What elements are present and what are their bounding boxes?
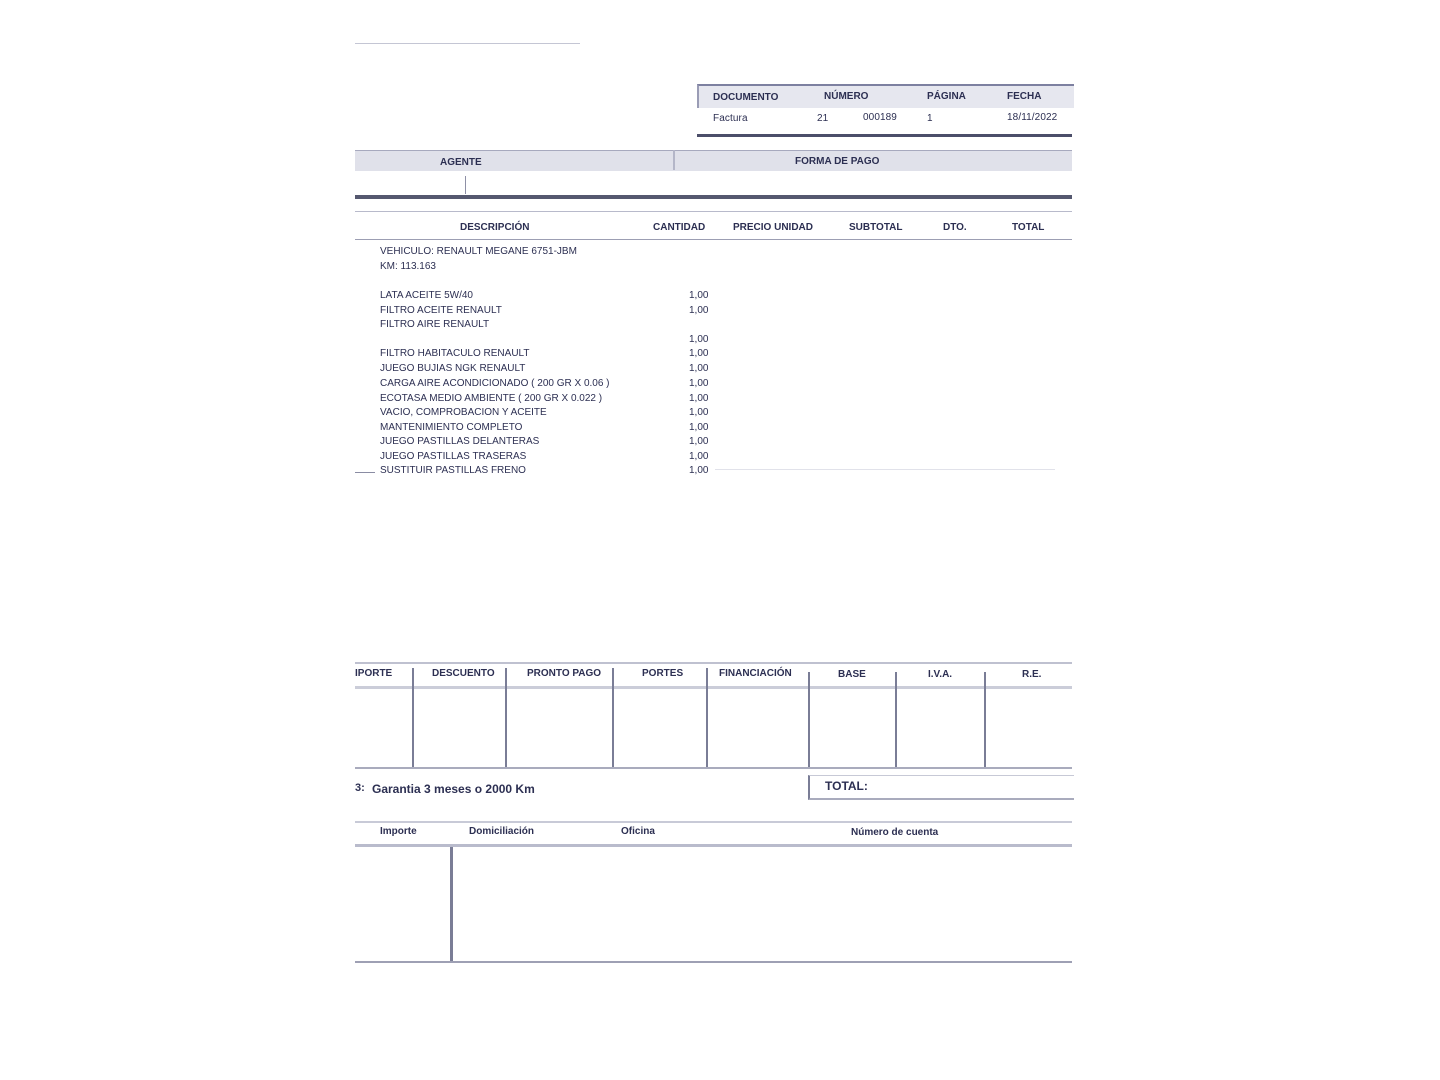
line-item-qty: 1,00 <box>689 378 709 389</box>
line-item-qty: 1,00 <box>689 407 709 418</box>
payment-col-domiciliacion: Domiciliación <box>469 826 535 837</box>
line-item-desc: LATA ACEITE 5W/40 <box>380 290 473 301</box>
payment-table-divider <box>450 847 453 961</box>
line-item-qty: 1,00 <box>689 465 709 476</box>
doc-page-value: 1 <box>927 113 933 124</box>
totals-col-financiacion: FINANCIACIÓN <box>719 668 792 679</box>
totals-col-descuento: DESCUENTO <box>432 668 495 679</box>
line-item-qty: 1,00 <box>689 334 709 345</box>
line-item-qty: 1,00 <box>689 305 709 316</box>
col-total: TOTAL <box>1012 222 1045 233</box>
line-item-desc: VACIO, COMPROBACION Y ACEITE <box>380 407 547 418</box>
line-item-desc: MANTENIMIENTO COMPLETO <box>380 422 523 433</box>
header-numero: NÚMERO <box>824 91 869 102</box>
line-item-qty: 1,00 <box>689 393 709 404</box>
document-info-bottom-rule <box>697 134 1072 137</box>
payment-col-numero-cuenta: Número de cuenta <box>851 827 939 838</box>
col-descripcion: DESCRIPCIÓN <box>460 222 530 233</box>
payment-col-oficina: Oficina <box>621 826 655 837</box>
document-info-box <box>697 84 1072 136</box>
line-item-desc: FILTRO ACEITE RENAULT <box>380 305 502 316</box>
invoice-page <box>355 40 1072 970</box>
doc-series-value: 21 <box>817 113 829 124</box>
line-item-qty: 1,00 <box>689 348 709 359</box>
totals-grid-divider <box>505 668 507 768</box>
payment-col-importe: Importe <box>380 826 417 837</box>
col-precio-unidad: PRECIO UNIDAD <box>733 222 814 233</box>
line-item-desc: JUEGO PASTILLAS DELANTERAS <box>380 436 540 447</box>
warranty-note: Garantia 3 meses o 2000 Km <box>372 782 535 796</box>
line-item-desc: FILTRO AIRE RENAULT <box>380 319 490 330</box>
line-item-qty: 1,00 <box>689 436 709 447</box>
totals-grid-divider <box>895 672 897 768</box>
lines-header-bottom-rule <box>355 239 1072 240</box>
agent-bar-bottom-rule <box>355 195 1072 199</box>
payment-table-bottom-rule <box>355 961 1072 963</box>
col-cantidad: CANTIDAD <box>653 222 706 233</box>
line-item-desc: ECOTASA MEDIO AMBIENTE ( 200 GR X 0.022 ) <box>380 393 603 404</box>
line-item-desc: JUEGO PASTILLAS TRASERAS <box>380 451 527 462</box>
km-line: KM: 113.163 <box>380 261 436 272</box>
totals-grid-bottom-rule <box>355 767 1072 769</box>
line-item-desc: JUEGO BUJIAS NGK RENAULT <box>380 363 526 374</box>
items-end-rule <box>715 469 1055 470</box>
col-dto: DTO. <box>943 222 967 233</box>
totals-grid-divider <box>808 672 810 768</box>
totals-grid-header-rule <box>355 686 1072 689</box>
line-item-qty: 1,00 <box>689 451 709 462</box>
agent-label: AGENTE <box>440 157 482 168</box>
lines-header-top-rule <box>355 211 1072 212</box>
line-item-qty: 1,00 <box>689 422 709 433</box>
line-item-desc: CARGA AIRE ACONDICIONADO ( 200 GR X 0.06 ) <box>380 378 610 389</box>
line-item-desc: SUSTITUIR PASTILLAS FRENO <box>380 465 526 476</box>
totals-col-base: BASE <box>838 669 866 680</box>
payment-table-top-rule <box>355 821 1072 823</box>
agent-cell-divider <box>465 176 466 194</box>
doc-type-value: Factura <box>713 113 748 124</box>
top-edge-line <box>355 43 580 44</box>
header-fecha: FECHA <box>1007 91 1042 102</box>
doc-number-value: 000189 <box>863 112 897 123</box>
total-label: TOTAL: <box>825 779 868 793</box>
line-item-qty: 1,00 <box>689 363 709 374</box>
totals-col-iva: I.V.A. <box>928 669 953 680</box>
col-subtotal: SUBTOTAL <box>849 222 903 233</box>
totals-grid-divider <box>984 672 986 768</box>
totals-grid-divider <box>706 668 708 768</box>
totals-col-portes: PORTES <box>642 668 684 679</box>
payment-table-header-rule <box>355 844 1072 847</box>
totals-grid-divider <box>612 668 614 768</box>
totals-col-re: R.E. <box>1022 669 1042 680</box>
line-item-desc: FILTRO HABITACULO RENAULT <box>380 348 530 359</box>
header-documento: DOCUMENTO <box>713 92 779 103</box>
line-item-qty: 1,00 <box>689 290 709 301</box>
items-left-mark <box>355 472 375 473</box>
payment-method-label: FORMA DE PAGO <box>795 156 880 167</box>
totals-col-pronto-pago: PRONTO PAGO <box>527 668 602 679</box>
totals-col-importe: IPORTE <box>355 668 393 679</box>
notes-prefix: 3: <box>355 782 365 794</box>
agent-bar-divider <box>673 150 675 170</box>
header-pagina: PÁGINA <box>927 91 966 102</box>
totals-grid-top-rule <box>355 662 1072 664</box>
totals-grid-divider <box>412 668 414 768</box>
vehicle-line: VEHICULO: RENAULT MEGANE 6751-JBM <box>380 246 577 257</box>
doc-date-value: 18/11/2022 <box>1007 112 1058 123</box>
